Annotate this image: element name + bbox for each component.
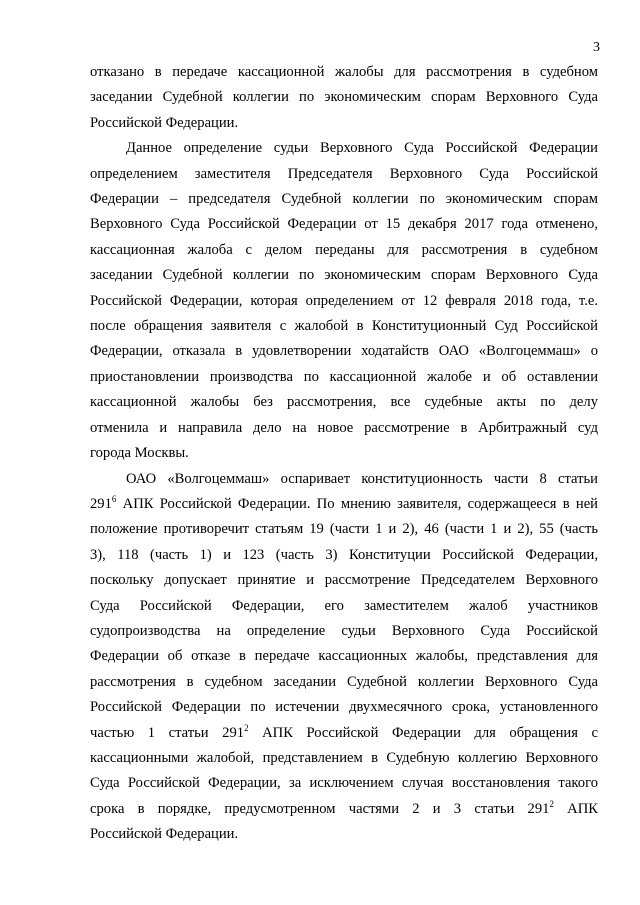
text-line [90,467,598,492]
text-line: приостановлении производства по кассационной жалобе и об оставлении [90,368,598,385]
text-line: Российской Федерации. [90,114,239,131]
text-line [90,746,598,771]
text-run: рассмотрения в судебном заседании Судебной коллегии Верховного Суда [90,673,598,690]
paragraph-3 [90,467,598,848]
page-number: 3 [593,40,600,55]
superscript: 2 [549,798,554,809]
text-run: положение противоречит статьям 19 (части 1 и 2), 46 (части 1 и 2), 55 (часть [90,521,598,538]
text-run: судопроизводства на определение судьи Верховного Суда Российской [90,622,598,639]
text-line: Федерации, отказала в удовлетворении ходатайств ОАО «Волгоцеммаш» о [90,343,598,360]
text-line: заседании Судебной коллегии по экономическим спорам Верховного Суда [90,89,598,106]
text-line: Российской Федерации, которая определением от 12 февраля 2018 года, т.е. [90,292,598,309]
text-line [90,594,598,619]
text-run: Российской Федерации по истечении двухмесячного срока, установленного [90,699,598,716]
text-line [90,721,598,746]
text-run: АПК [553,800,598,817]
text-run: срока в порядке, предусмотренном частями 2 и 3 статьи 291 [90,800,550,817]
text-line: города Москвы. [90,445,189,462]
text-run: 291 [90,495,112,512]
text-run: поскольку допускает принятие и рассмотрение Председателем Верховного [90,572,598,589]
text-run: АПК Российской Федерации. По мнению заявителя, содержащееся в ней [116,495,598,512]
text-run: кассационными жалобой, представлением в Судебную коллегию Верховного [90,749,598,766]
text-line: отказано в передаче кассационной жалобы для рассмотрения в судебном [90,64,598,80]
text-line: определением заместителя Председателя Верховного Суда Российской [90,165,598,182]
text-line [90,771,598,796]
text-line [90,797,598,822]
text-line: кассационной жалобы без рассмотрения, все судебные акты по делу [90,394,598,411]
text-run: 3), 118 (часть 1) и 123 (часть 3) Конституции Российской Федерации, [90,546,598,563]
text-run: Федерации об отказе в передаче кассационных жалобы, представления для [90,648,598,665]
text-line [90,568,598,593]
text-line [90,670,598,695]
text-line: отменила и направила дело на новое рассмотрение в Арбитражный суд [90,419,598,436]
text-line: Данное определение судьи Верховного Суда Российской Федерации [126,140,598,157]
text-line [90,517,598,542]
text-line [90,619,598,644]
text-line [90,822,598,847]
text-line: Верховного Суда Российской Федерации от 15 декабря 2017 года отменено, [90,216,598,233]
text-run: Суда Российской Федерации, его заместителем жалоб участников [90,597,598,614]
text-line [90,492,598,517]
text-line: кассационная жалоба с делом переданы для рассмотрения в судебном [90,241,598,258]
document-body [90,60,598,848]
text-line [90,644,598,669]
text-line: после обращения заявителя с жалобой в Конституционный Суд Российской [90,318,598,335]
text-run: Российской Федерации. [90,826,239,843]
text-run: Суда Российской Федерации, за исключением случая восстановления такого [90,775,598,792]
text-line [90,543,598,568]
text-run: ОАО «Волгоцеммаш» оспаривает конституционность части 8 статьи [126,470,598,487]
paragraph-2 [90,136,598,466]
text-run: АПК Российской Федерации для обращения с [248,724,598,741]
text-run: частью 1 статьи 291 [90,724,245,741]
text-line [90,695,598,720]
superscript: 2 [244,722,249,733]
text-line: заседании Судебной коллегии по экономическим спорам Верховного Суда [90,267,598,284]
superscript: 6 [111,493,117,504]
text-line: Федерации – председателя Судебной коллегии по экономическим спорам [90,191,598,208]
paragraph-1 [90,60,598,136]
